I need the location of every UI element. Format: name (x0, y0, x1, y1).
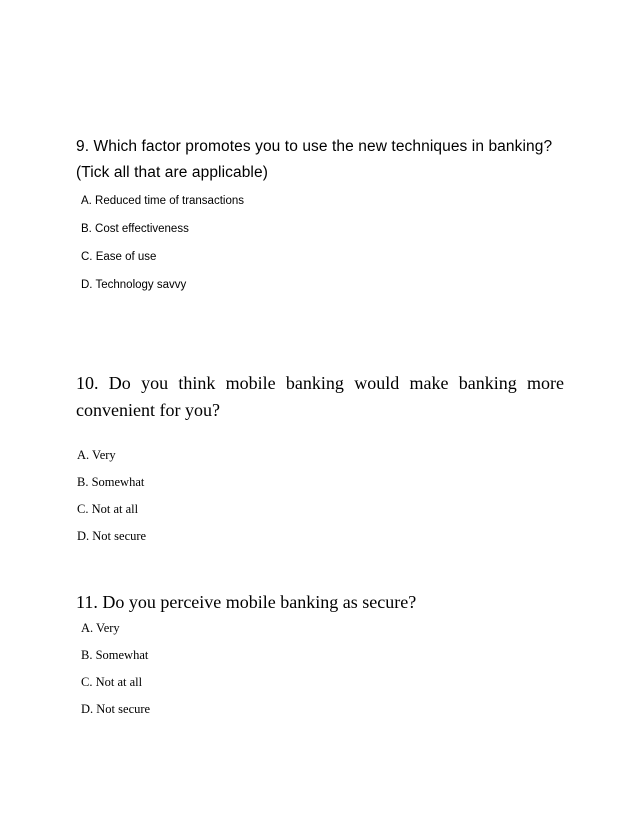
question-10-option-b: B. Somewhat (77, 475, 145, 489)
question-9-option-b: B. Cost effectiveness (81, 223, 189, 235)
question-10-option-a: A. Very (77, 448, 116, 462)
question-10-option-d: D. Not secure (77, 529, 147, 543)
question-9-option-c: C. Ease of use (81, 251, 157, 263)
question-10-option-c: C. Not at all (77, 502, 139, 516)
question-11-option-c: C. Not at all (81, 675, 143, 689)
question-11-option-d: D. Not secure (81, 702, 151, 716)
question-9-text: 9. Which factor promotes you to use the new techniques in banking? (Tick all that are applicable) (76, 138, 553, 181)
question-10-text: 10. Do you think mobile banking would make banking more convenient for you? (76, 373, 564, 420)
question-9-option-a: A. Reduced time of transactions (81, 195, 244, 207)
question-11-option-a: A. Very (81, 621, 120, 635)
question-11-option-b: B. Somewhat (81, 648, 149, 662)
question-11-text: 11. Do you perceive mobile banking as secure? (76, 592, 417, 612)
question-9-option-d: D. Technology savvy (81, 279, 187, 291)
